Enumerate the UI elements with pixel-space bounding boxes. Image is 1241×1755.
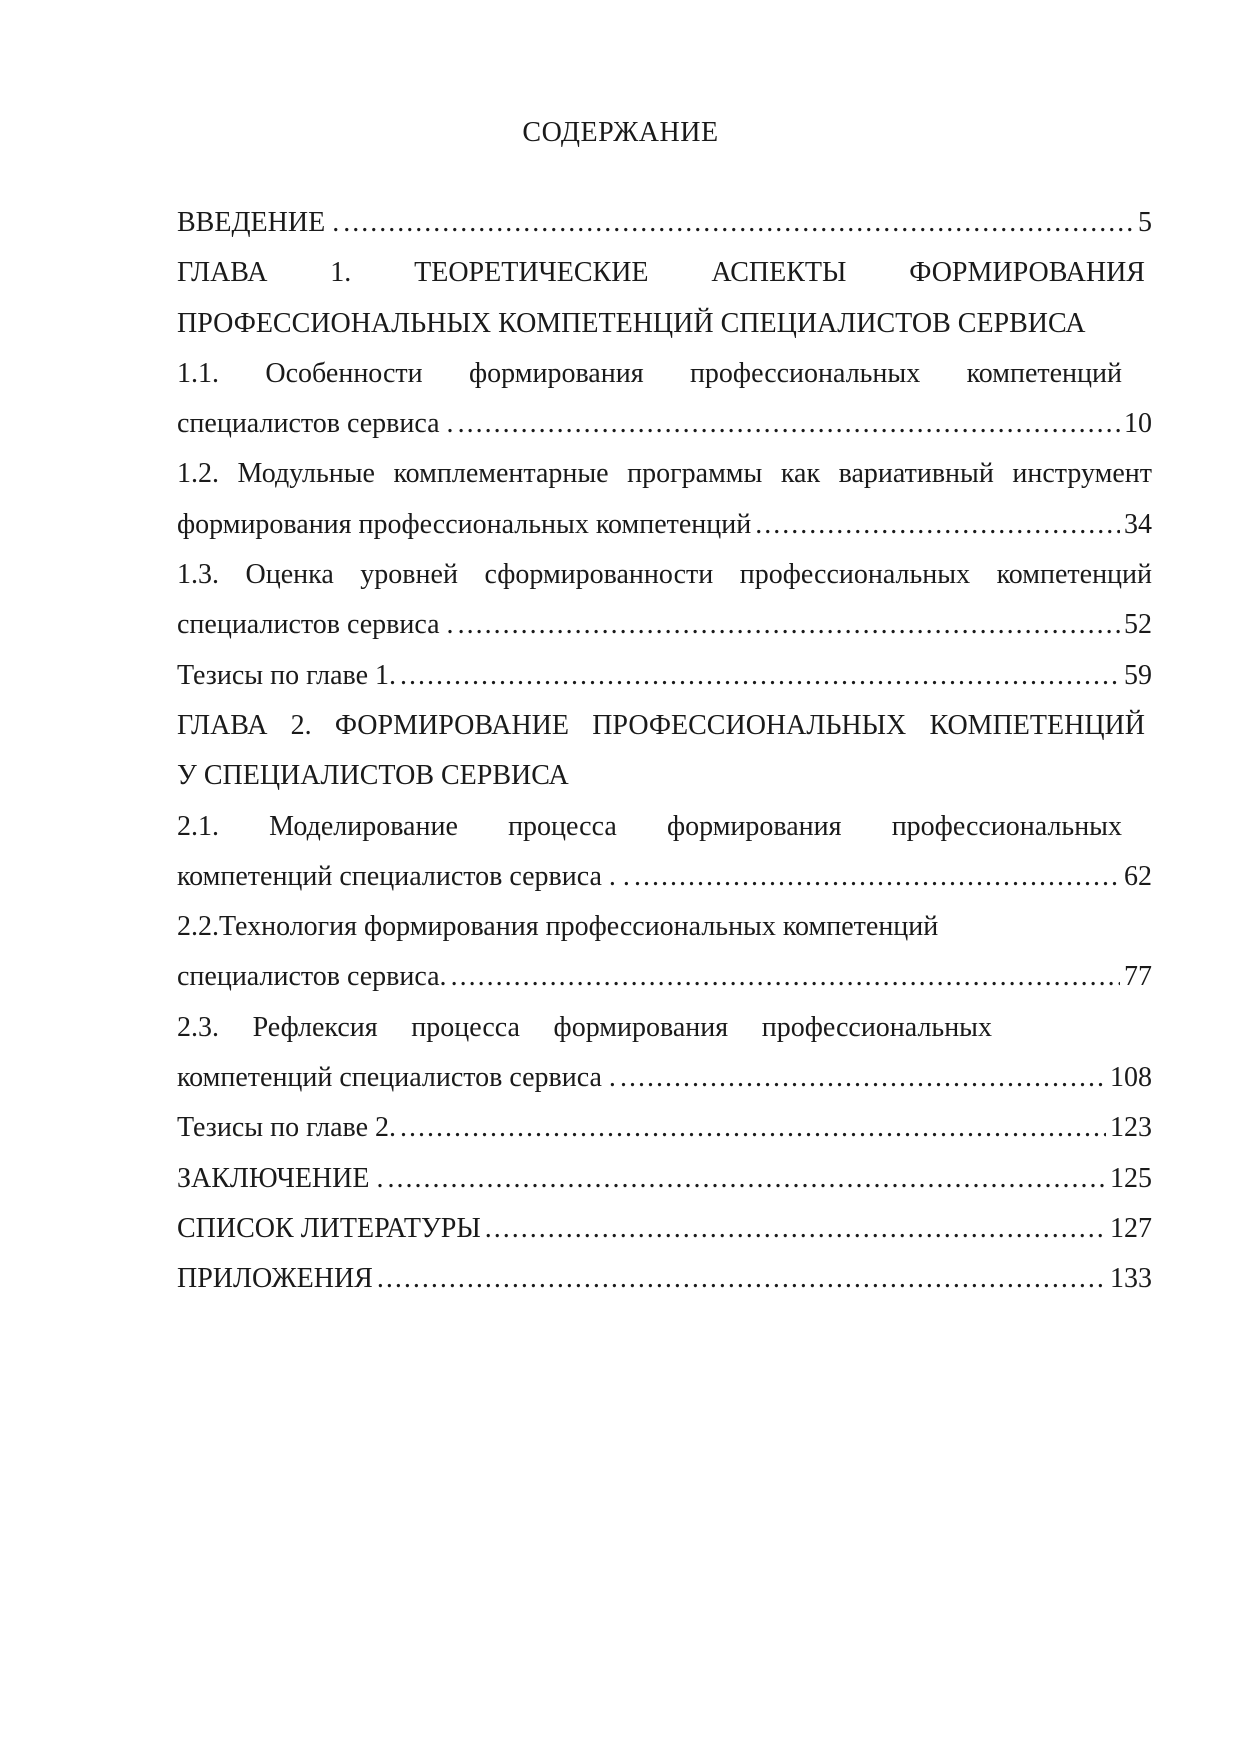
toc-page-number: 10: [1124, 408, 1152, 440]
toc-entry-text: Тезисы по главе 2.: [177, 1112, 397, 1144]
toc-entry-text: СПИСОК ЛИТЕРАТУРЫ: [177, 1212, 481, 1244]
toc-page-number: 62: [1124, 860, 1152, 892]
toc-entry-1-3-line-1: 1.3. Оценка уровней сформированности профессиональных компетенций: [177, 559, 1152, 591]
toc-entry-chapter-1-line-1: ГЛАВА 1. ТЕОРЕТИЧЕСКИЕ АСПЕКТЫ ФОРМИРОВАНИЯ: [177, 257, 1145, 289]
toc-leader-dots: [755, 500, 1120, 550]
toc-entry-1-1-line-2: [177, 399, 1152, 449]
toc-leader-dots: [387, 1154, 1106, 1204]
toc-page-number: 34: [1124, 508, 1152, 540]
toc-page-number: 108: [1110, 1062, 1152, 1094]
toc-entry-text: специалистов сервиса .: [177, 609, 454, 641]
toc-page-number: 133: [1110, 1263, 1152, 1295]
toc-entry-2-3-line-1: 2.3. Рефлексия процесса формирования профессиональных: [177, 1011, 992, 1043]
toc-entry-2-3-line-2: [177, 1053, 1152, 1103]
toc-page-number: 5: [1138, 207, 1152, 238]
toc-entry-text: ЗАКЛЮЧЕНИЕ .: [177, 1162, 384, 1194]
toc-leader-dots: [620, 1053, 1106, 1103]
toc-page-number: 125: [1110, 1162, 1152, 1194]
toc-entry-conclusion: [177, 1154, 1152, 1204]
toc-leader-dots: [400, 1103, 1106, 1153]
toc-page-number: 52: [1124, 609, 1152, 641]
toc-entry-text: ПРИЛОЖЕНИЯ: [177, 1263, 373, 1295]
toc-entry-text: специалистов сервиса.: [177, 961, 447, 993]
table-of-contents: [177, 198, 1152, 1305]
toc-entry-introduction: [177, 198, 1152, 248]
toc-entry-2-2-line-1: 2.2.Технология формирования профессиональных компетенций: [177, 911, 939, 943]
toc-entry-text: Тезисы по главе 1.: [177, 659, 397, 691]
toc-leader-dots: [458, 600, 1120, 650]
toc-entry-1-3-line-2: [177, 600, 1152, 650]
toc-entry-1-2-line-1: 1.2. Модульные комплементарные программы как вариативный инструмент: [177, 458, 1152, 490]
toc-page-number: 77: [1124, 961, 1152, 993]
toc-leader-dots: [400, 651, 1120, 701]
toc-entry-theses-1: [177, 651, 1152, 701]
toc-entry-theses-2: [177, 1103, 1152, 1153]
toc-title: СОДЕРЖАНИЕ: [522, 117, 719, 148]
toc-entry-1-2-line-2: [177, 500, 1152, 550]
toc-entry-text: специалистов сервиса .: [177, 408, 454, 440]
toc-leader-dots: [451, 952, 1120, 1002]
toc-entry-chapter-2-line-1: ГЛАВА 2. ФОРМИРОВАНИЕ ПРОФЕССИОНАЛЬНЫХ КОМПЕТЕНЦИЙ: [177, 709, 1145, 741]
toc-entry-text: компетенций специалистов сервиса .: [177, 1062, 616, 1094]
toc-leader-dots: [485, 1204, 1106, 1254]
toc-leader-dots: [343, 198, 1134, 248]
toc-entry-text: формирования профессиональных компетенций: [177, 508, 752, 540]
toc-page-number: 127: [1110, 1212, 1152, 1244]
toc-page-number: 123: [1110, 1112, 1152, 1144]
toc-leader-dots: [458, 399, 1120, 449]
toc-entry-appendices: [177, 1254, 1152, 1304]
toc-entry-1-1-line-1: 1.1. Особенности формирования профессиональных компетенций: [177, 357, 1122, 389]
toc-entry-text: компетенций специалистов сервиса . .: [177, 860, 630, 892]
toc-entry-2-1-line-2: [177, 852, 1152, 902]
toc-leader-dots: [634, 852, 1120, 902]
toc-page-number: 59: [1124, 659, 1152, 691]
toc-entry-chapter-1-line-2: ПРОФЕССИОНАЛЬНЫХ КОМПЕТЕНЦИЙ СПЕЦИАЛИСТОВ СЕРВИСА: [177, 307, 1086, 339]
toc-entry-2-2-line-2: [177, 952, 1152, 1002]
toc-entry-2-1-line-1: 2.1. Моделирование процесса формирования профессиональных: [177, 810, 1122, 842]
toc-entry-references: [177, 1204, 1152, 1254]
toc-entry-text: ВВЕДЕНИЕ .: [177, 207, 340, 238]
toc-leader-dots: [377, 1254, 1106, 1304]
toc-entry-chapter-2-line-2: У СПЕЦИАЛИСТОВ СЕРВИСА: [177, 760, 569, 792]
